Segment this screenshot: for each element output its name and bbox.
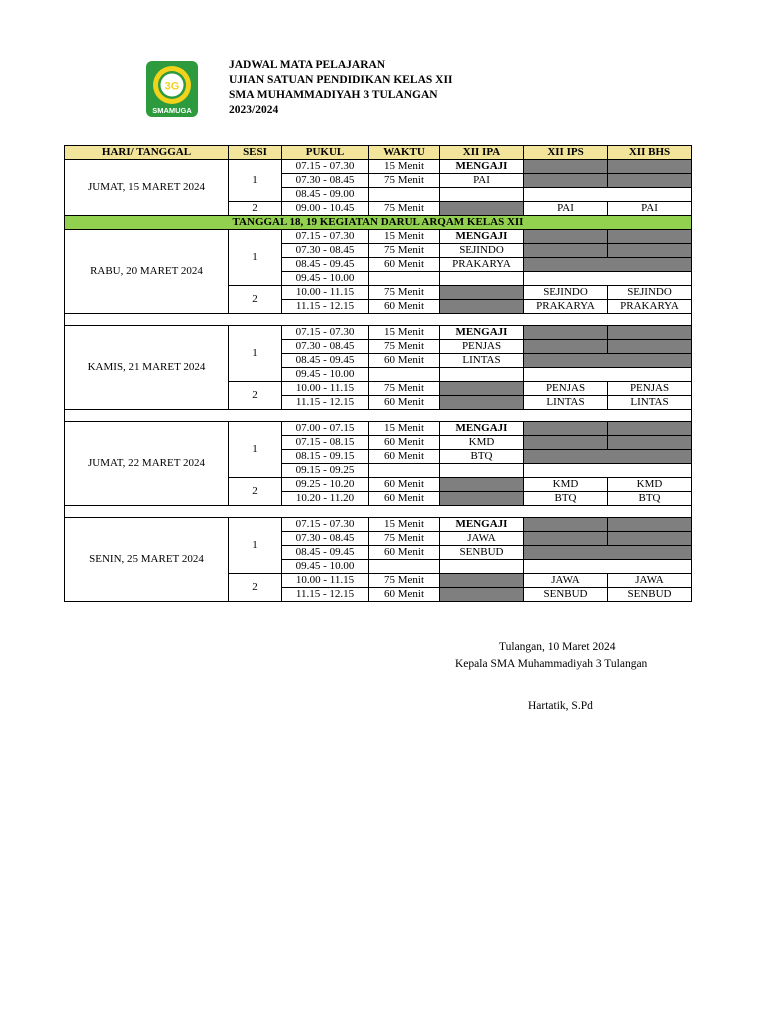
blocked-cell <box>608 436 692 450</box>
ipa-cell <box>440 464 524 478</box>
waktu-cell: 60 Menit <box>369 396 440 410</box>
ipa-cell <box>440 368 524 382</box>
pukul-cell: 10.20 - 11.20 <box>282 492 369 506</box>
sesi-cell: 2 <box>229 478 282 506</box>
waktu-cell: 15 Menit <box>369 326 440 340</box>
pukul-cell: 07.15 - 07.30 <box>282 518 369 532</box>
pukul-cell: 09.45 - 10.00 <box>282 368 369 382</box>
sesi-cell: 1 <box>229 230 282 286</box>
signer-position: Kepala SMA Muhammadiyah 3 Tulangan <box>455 658 648 670</box>
pukul-cell: 07.30 - 08.45 <box>282 340 369 354</box>
ipa-cell: KMD <box>440 436 524 450</box>
pukul-cell: 07.15 - 07.30 <box>282 230 369 244</box>
sesi-cell: 1 <box>229 160 282 202</box>
waktu-cell: 75 Menit <box>369 286 440 300</box>
ipa-cell: BTQ <box>440 450 524 464</box>
school-logo <box>146 61 198 117</box>
blocked-cell <box>608 340 692 354</box>
pukul-cell: 09.45 - 10.00 <box>282 560 369 574</box>
ips-cell: BTQ <box>524 492 608 506</box>
ipa-cell: MENGAJI <box>440 160 524 174</box>
ipa-cell: PRAKARYA <box>440 258 524 272</box>
waktu-cell: 75 Menit <box>369 382 440 396</box>
bhs-cell: SEJINDO <box>608 286 692 300</box>
table-row <box>65 160 692 174</box>
banner-row <box>65 216 692 230</box>
title-line-4: 2023/2024 <box>229 104 279 116</box>
break-cell <box>524 272 692 286</box>
blocked-cell <box>440 286 524 300</box>
day-cell: JUMAT, 15 MARET 2024 <box>65 160 229 216</box>
pukul-cell: 07.15 - 07.30 <box>282 326 369 340</box>
blocked-cell <box>440 492 524 506</box>
pukul-cell: 09.25 - 10.20 <box>282 478 369 492</box>
darul-arqam-banner: TANGGAL 18, 19 KEGIATAN DARUL ARQAM KELAS XII <box>65 216 692 230</box>
ipa-cell <box>440 188 524 202</box>
waktu-cell: 75 Menit <box>369 574 440 588</box>
pukul-cell: 11.15 - 12.15 <box>282 300 369 314</box>
spacer-row <box>65 506 692 518</box>
waktu-cell: 60 Menit <box>369 588 440 602</box>
blocked-cell <box>608 422 692 436</box>
waktu-cell: 60 Menit <box>369 478 440 492</box>
pukul-cell: 11.15 - 12.15 <box>282 396 369 410</box>
logo-wordmark: SMAMUGA <box>152 106 192 115</box>
blocked-cell <box>524 422 608 436</box>
bhs-cell: PAI <box>608 202 692 216</box>
day-cell: SENIN, 25 MARET 2024 <box>65 518 229 602</box>
ips-cell: JAWA <box>524 574 608 588</box>
pukul-cell: 07.15 - 08.15 <box>282 436 369 450</box>
ipa-cell: JAWA <box>440 532 524 546</box>
blocked-cell <box>440 588 524 602</box>
blocked-cell <box>440 300 524 314</box>
title-line-3: SMA MUHAMMADIYAH 3 TULANGAN <box>229 89 438 101</box>
pukul-cell: 07.30 - 08.45 <box>282 244 369 258</box>
svg-text:3G: 3G <box>164 80 180 93</box>
bhs-cell: SENBUD <box>608 588 692 602</box>
sesi-cell: 1 <box>229 422 282 478</box>
ips-cell: SENBUD <box>524 588 608 602</box>
col-header-ips: XII IPS <box>524 146 608 160</box>
blocked-cell <box>608 532 692 546</box>
pukul-cell: 07.30 - 08.45 <box>282 532 369 546</box>
waktu-cell <box>369 368 440 382</box>
blocked-cell <box>524 518 608 532</box>
ipa-cell: SEJINDO <box>440 244 524 258</box>
break-cell <box>524 464 692 478</box>
blocked-cell <box>608 244 692 258</box>
table-row <box>65 326 692 340</box>
waktu-cell: 15 Menit <box>369 518 440 532</box>
col-header-hari: HARI/ TANGGAL <box>65 146 229 160</box>
blocked-cell <box>524 450 692 464</box>
sesi-cell: 1 <box>229 518 282 574</box>
ips-cell: PAI <box>524 202 608 216</box>
table-header-row <box>65 146 692 160</box>
bhs-cell: PRAKARYA <box>608 300 692 314</box>
col-header-sesi: SESI <box>229 146 282 160</box>
sesi-cell: 2 <box>229 574 282 602</box>
pukul-cell: 08.15 - 09.15 <box>282 450 369 464</box>
title-line-1: JADWAL MATA PELAJARAN <box>229 59 386 71</box>
pukul-cell: 07.30 - 08.45 <box>282 174 369 188</box>
ipa-cell: MENGAJI <box>440 518 524 532</box>
pukul-cell: 10.00 - 11.15 <box>282 286 369 300</box>
blocked-cell <box>608 230 692 244</box>
waktu-cell <box>369 188 440 202</box>
day-cell: KAMIS, 21 MARET 2024 <box>65 326 229 410</box>
sesi-cell: 2 <box>229 286 282 314</box>
pukul-cell: 10.00 - 11.15 <box>282 574 369 588</box>
spacer-row <box>65 410 692 422</box>
document-header <box>229 58 452 118</box>
table-row <box>65 422 692 436</box>
ipa-cell: MENGAJI <box>440 230 524 244</box>
blocked-cell <box>524 160 608 174</box>
ipa-cell: MENGAJI <box>440 422 524 436</box>
sesi-cell: 2 <box>229 202 282 216</box>
waktu-cell: 75 Menit <box>369 244 440 258</box>
pukul-cell: 09.00 - 10.45 <box>282 202 369 216</box>
pukul-cell: 08.45 - 09.45 <box>282 354 369 368</box>
blocked-cell <box>524 354 692 368</box>
waktu-cell <box>369 464 440 478</box>
pukul-cell: 08.45 - 09.45 <box>282 258 369 272</box>
waktu-cell: 15 Menit <box>369 422 440 436</box>
spacer-row <box>65 314 692 326</box>
blocked-cell <box>608 174 692 188</box>
ipa-cell: MENGAJI <box>440 326 524 340</box>
pukul-cell: 09.15 - 09.25 <box>282 464 369 478</box>
blocked-cell <box>524 532 608 546</box>
ips-cell: PENJAS <box>524 382 608 396</box>
ipa-cell: PENJAS <box>440 340 524 354</box>
place-date: Tulangan, 10 Maret 2024 <box>499 641 616 653</box>
exam-schedule-table <box>64 145 692 602</box>
bhs-cell: KMD <box>608 478 692 492</box>
waktu-cell: 75 Menit <box>369 202 440 216</box>
ips-cell: KMD <box>524 478 608 492</box>
blocked-cell <box>524 326 608 340</box>
blocked-cell <box>440 396 524 410</box>
break-cell <box>524 560 692 574</box>
waktu-cell: 75 Menit <box>369 174 440 188</box>
pukul-cell: 08.45 - 09.45 <box>282 546 369 560</box>
blocked-cell <box>524 258 692 272</box>
pukul-cell: 10.00 - 11.15 <box>282 382 369 396</box>
col-header-pukul: PUKUL <box>282 146 369 160</box>
blocked-cell <box>524 436 608 450</box>
pukul-cell: 08.45 - 09.00 <box>282 188 369 202</box>
waktu-cell: 60 Menit <box>369 354 440 368</box>
blocked-cell <box>524 546 692 560</box>
blocked-cell <box>524 244 608 258</box>
ipa-cell <box>440 560 524 574</box>
blocked-cell <box>608 326 692 340</box>
blocked-cell <box>440 478 524 492</box>
table-row <box>65 518 692 532</box>
blocked-cell <box>524 174 608 188</box>
bhs-cell: LINTAS <box>608 396 692 410</box>
blocked-cell <box>440 574 524 588</box>
waktu-cell: 75 Menit <box>369 532 440 546</box>
bhs-cell: BTQ <box>608 492 692 506</box>
blocked-cell <box>608 160 692 174</box>
col-header-ipa: XII IPA <box>440 146 524 160</box>
waktu-cell: 15 Menit <box>369 230 440 244</box>
ips-cell: PRAKARYA <box>524 300 608 314</box>
waktu-cell: 60 Menit <box>369 436 440 450</box>
ipa-cell: LINTAS <box>440 354 524 368</box>
pukul-cell: 07.00 - 07.15 <box>282 422 369 436</box>
pukul-cell: 07.15 - 07.30 <box>282 160 369 174</box>
blocked-cell <box>524 230 608 244</box>
break-cell <box>524 368 692 382</box>
waktu-cell: 60 Menit <box>369 300 440 314</box>
table-row <box>65 230 692 244</box>
day-cell: JUMAT, 22 MARET 2024 <box>65 422 229 506</box>
waktu-cell: 60 Menit <box>369 492 440 506</box>
blocked-cell <box>440 382 524 396</box>
title-line-2: UJIAN SATUAN PENDIDIKAN KELAS XII <box>229 74 453 86</box>
sesi-cell: 2 <box>229 382 282 410</box>
ipa-cell <box>440 272 524 286</box>
break-cell <box>524 188 692 202</box>
waktu-cell: 60 Menit <box>369 258 440 272</box>
ips-cell: SEJINDO <box>524 286 608 300</box>
pukul-cell: 09.45 - 10.00 <box>282 272 369 286</box>
waktu-cell: 75 Menit <box>369 340 440 354</box>
sesi-cell: 1 <box>229 326 282 382</box>
col-header-bhs: XII BHS <box>608 146 692 160</box>
bhs-cell: JAWA <box>608 574 692 588</box>
ipa-cell: PAI <box>440 174 524 188</box>
ipa-cell: SENBUD <box>440 546 524 560</box>
blocked-cell <box>440 202 524 216</box>
bhs-cell: PENJAS <box>608 382 692 396</box>
waktu-cell <box>369 272 440 286</box>
day-cell: RABU, 20 MARET 2024 <box>65 230 229 314</box>
waktu-cell <box>369 560 440 574</box>
waktu-cell: 60 Menit <box>369 546 440 560</box>
waktu-cell: 15 Menit <box>369 160 440 174</box>
ips-cell: LINTAS <box>524 396 608 410</box>
col-header-waktu: WAKTU <box>369 146 440 160</box>
signer-name: Hartatik, S.Pd <box>528 700 593 712</box>
waktu-cell: 60 Menit <box>369 450 440 464</box>
blocked-cell <box>524 340 608 354</box>
pukul-cell: 11.15 - 12.15 <box>282 588 369 602</box>
blocked-cell <box>608 518 692 532</box>
